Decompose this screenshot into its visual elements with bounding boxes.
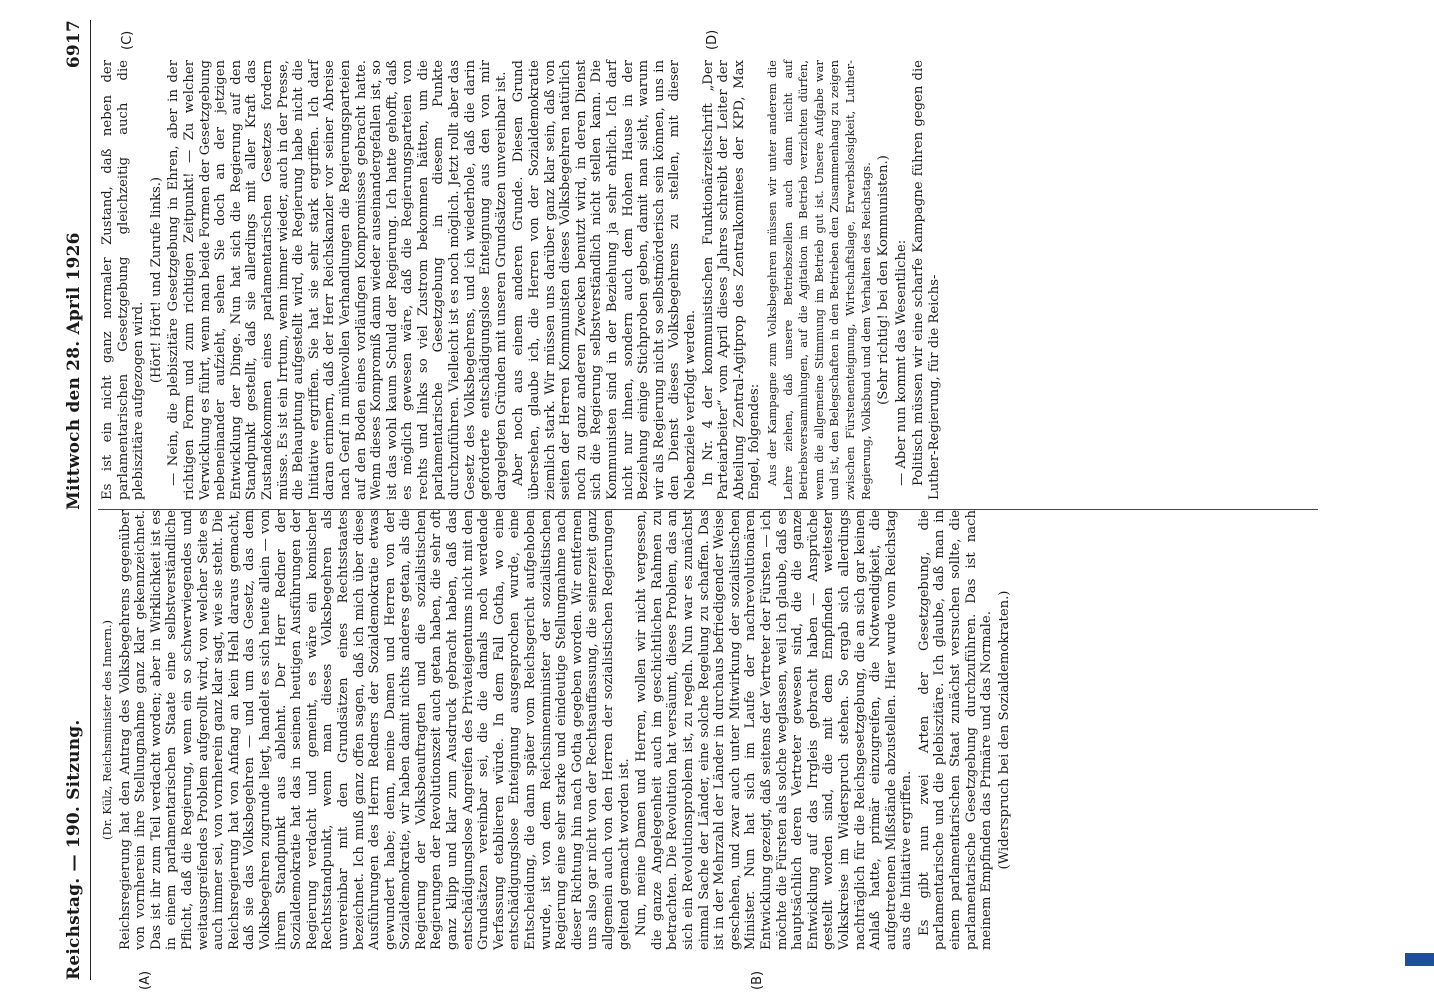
digitization-credit	[1409, 40, 1429, 970]
paragraph: Es ist ein nicht ganz normaler Zustand, daß neben der parlamentarischen Gesetzgebung gleichzeitig auch die plebiszitäre aufgezogen wird.	[100, 60, 147, 500]
header-date: Mittwoch den 28. April 1926	[64, 232, 84, 510]
margin-marker-d: (D)	[705, 29, 720, 50]
paragraph: Politisch müssen wir eine scharfe Kampagne führen gegen die Luther-Regierung, für die Reichs-	[911, 60, 942, 500]
paragraph: Es gibt nun zwei Arten der Gesetzgebung, die parlamentarische und die plebiszitäre. Ich glaube, daß man in einem parlamentarischen Staat zunächst versuchen sollte, die parlamentarische Gesetzgebung durchzuführen. Das ist nach meinem Empfinden das Primäre und das Normale.	[916, 510, 995, 950]
left-column	[100, 510, 1014, 950]
paragraph: In Nr. 4 der kommunistischen Funktionärzeitschrift „Der Parteiarbeiter“ vom April dieses Jahres schreibt der Leiter der Abteilung Zentral-Agitprop des Zentralkomitees der KPD, Max Engel, folgendes:	[700, 60, 763, 500]
page-number: 6917	[64, 20, 84, 69]
margin-marker-c: (C)	[120, 30, 135, 50]
paragraph: Aber noch aus einem anderen Grunde. Diesen Grund übersehen, glaube ich, die Herren von der Sozialdemokratie ziemlich stark. Wir müssen uns darüber ganz klar sein, daß von seiten der Herren Kommunisten dieses Volksbegehren natürlich noch zu ganz anderen Zwecken benutzt wird, in deren Dienst sich die Regierung selbstverständlich nicht stellen kann. Die Kommunisten sind in der Beziehung ja sehr ehrlich. Ich darf nicht nur ihnen, sondern auch dem Hohen Hause in der Beziehung einige Stichproben geben, damit man sieht, warum wir als Regierung nicht so selbstmörderisch sein können, uns in den Dienst dieses Volksbegehrens zu stellen, mit dieser Nebenziele verfolgt werden.	[511, 60, 698, 500]
header-session: Reichstag. — 190. Sitzung.	[64, 719, 84, 980]
running-head	[60, 20, 90, 980]
header-rule	[90, 20, 91, 980]
margin-marker-a: (A)	[138, 970, 153, 990]
interjection: (Widerspruch bei den Sozialdemokraten.)	[996, 590, 1012, 870]
dfg-logo	[1405, 953, 1434, 966]
interjection: (Hört! Hört! und Zurufe links.)	[148, 176, 164, 384]
paragraph: Nun, meine Damen und Herren, wollen wir nicht vergessen, die ganze Angelegenheit auch im geschichtlichen Rahmen zu betrachten. Die Revolution hat versäumt, dieses Problem, das an sich ein Revolutionsproblem ist, zu regeln. Nun war es zunächst einmal Sache der Länder, eine solche Regelung zu schaffen. Das ist in der Mehrzahl der Länder in durchaus befriedigender Weise geschehen, und zwar auch unter Mitwirkung der sozialistischen Minister. Nun hat sich im Laufe der nachrevolutionären Entwicklung gezeigt, daß seitens der Vertreter der Fürsten — ich möchte die Fürsten als solche weglassen, weil ich glaube, daß es hauptsächlich deren Vertreter gewesen sind, die die ganze Entwicklung auf das Irrgleis gebracht haben — Ansprüche gestellt worden sind, die mit dem Empfinden weitester Volkskreise im Widerspruch stehen. So ergab sich allerdings nachträglich für die Reichsgesetzgebung, die an sich gar keinen Anlaß hatte, primär einzugreifen, die Notwendigkeit, die aufgetretenen Mißstände abzustellen. Hier wurde vom Reichstag aus die Initiative ergriffen.	[634, 510, 915, 950]
paragraph: — Nein, die plebiszitäre Gesetzgebung in Ehren, aber in der richtigen Form und zum richtigen Zeitpunkt! — Zu welcher Verwicklung es führt, wenn man beide Formen der Gesetzgebung nebeneinander aufzieht, sehen Sie doch an der jetzigen Entwicklung der Dinge. Nun hat sich die Regierung auf den Standpunkt gestellt, daß sie allerdings mit aller Kraft das Zustandekommen eines parlamentarischen Gesetzes fordern müsse. Es ist ein Irrtum, wenn immer wieder, auch in der Presse, die Behauptung aufgestellt wird, die Regierung habe nicht die Initiative ergriffen. Sie hat sie sehr stark ergriffen. Ich darf daran erinnern, daß der Herr Reichskanzler vor seiner Abreise nach Genf in mühevollen Verhandlungen die Regierungsparteien auf den Boden eines vorläufigen Kompromisses gebracht hatte. Wenn dieses Kompromiß dann wieder auseinandergefallen ist, so ist das wohl kaum Schuld der Regierung. Ich hatte gehofft, daß es möglich gewesen wäre, daß die Regierungsparteien von rechts und links so viel Zustrom bekommen hätten, um die parlamentarische Gesetzgebung in diesem Punkte durchzuführen. Vielleicht ist es noch möglich. Jetzt rollt aber das Gesetz des Volksbegehrens, und ich wiederhole, daß die darin geforderte entschädigungslose Enteignung aus den von mir dargelegten Gründen mit unseren Grundsätzen unvereinbar ist.	[166, 60, 509, 500]
right-column	[100, 60, 944, 500]
rotated-page	[50, 0, 1350, 1000]
interjection: (Sehr richtig! bei den Kommunisten.)	[876, 155, 892, 405]
margin-marker-b: (B)	[750, 970, 765, 990]
column-divider	[98, 509, 1318, 510]
paragraph: — Aber nun kommt das Wesentliche:	[893, 239, 909, 486]
paragraph: Reichsregierung hat den Antrag des Volksbegehrens gegenüber von vornherein ihre Stellungnahme ganz klar gekennzeichnet. Das ist ihr zum Teil verdacht worden; aber in Wirklichkeit ist es in einem parlamentarischen Staate eine selbstverständliche Pflicht, daß die Regierung, wenn ein so schwerwiegendes und weitausgreifendes Problem aufgerollt wird, von welcher Seite es auch immer sei, von vornherein ganz klar sagt, wie sie steht. Die Reichsregierung hat von Anfang an kein Hehl daraus gemacht, daß sie das Volksbegehren — und um das Gesetz, das dem Volksbegehren zugrunde liegt, handelt es sich heute allein — von ihrem Standpunkt aus ablehnt. Der Herr Redner der Sozialdemokratie hat das in seinen heutigen Ausführungen der Regierung verdacht und gemeint, es wäre ein komischer Rechtsstandpunkt, wenn man dieses Volksbegehren als unvereinbar mit den Grundsätzen eines Rechtsstaates bezeichnet. Ich muß ganz offen sagen, daß ich mich über diese Ausführungen des Herrn Redners der Sozialdemokratie etwas gewundert habe; denn, meine Damen und Herren von der Sozialdemokratie, wir haben damit nichts anderes getan, als die Regierung der Volksbeauftragten und die sozialistischen Regierungen der Revolutionszeit auch getan haben, die sehr oft ganz klipp und klar zum Ausdruck gebracht haben, daß das entschädigungslose Angreifen des Privateigentums nicht mit den Grundsätzen vereinbar sei, die die damals noch werdende Verfassung etablieren würde. In dem Fall Gotha, wo eine entschädigungslose Enteignung ausgesprochen wurde, eine Entscheidung, die dann später vom Reichsgericht aufgehoben wurde, ist von dem Reichsinnenminister der sozialistischen Regierung eine sehr starke und eindeutige Stellungnahme nach dieser Richtung hin nach Gotha gegeben worden. Wir entfernen uns also gar nicht von der Rechtsauffassung, die seinerzeit ganz allgemein auch von den Herren der sozialistischen Regierungen geltend gemacht worden ist.	[117, 510, 632, 950]
speaker-line: (Dr. Külz, Reichsminister des Innern.)	[100, 619, 114, 841]
quotation: Aus der Kampagne zum Volksbegehren müssen wir unter anderem die Lehre ziehen, daß unsere Betriebszellen auch dann nicht auf Betriebsversammlungen, auf die Agitation im Betrieb verzichten dürfen, wenn die allgemeine Stimmung im Betrieb gut ist. Unsere Aufgabe war und ist, den Belegschaften in den Betrieben den Zusammenhang zu zeigen zwischen Fürstenenteignung, Wirtschaftslage, Erwerbslosigkeit, Luther-Regierung, Volksbund und dem Verhalten des Reichstags.	[764, 60, 873, 500]
